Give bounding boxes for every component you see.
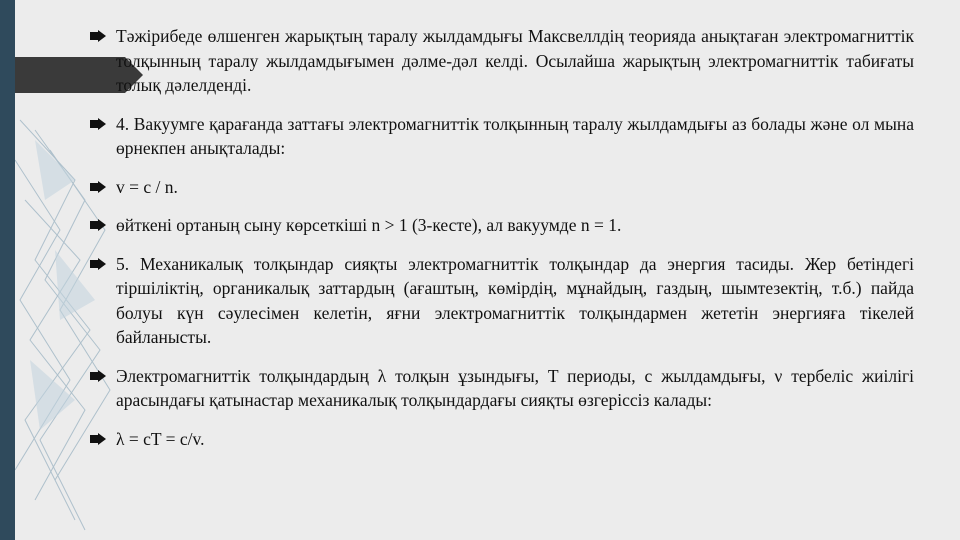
bullet-text: Электромагниттік толқындардың λ толқын ұзындығы, T периоды, с жылдамдығы, ν тербеліс жиілігі арасындағы қатынастар механикалық толқындардағы сияқты өзгеріссіз калады:	[116, 365, 914, 410]
arrow-bullet-icon	[90, 258, 106, 270]
arrow-bullet-icon	[90, 118, 106, 130]
bullet-text: v = c / n.	[116, 176, 178, 197]
bullet-text: өйткені ортаның сыну көрсеткіші n > 1 (3-кесте), ал вакуумде n = 1.	[116, 215, 622, 235]
bullet-text: 4. Вакуумге қарағанда заттағы электромагниттік толқынның таралу жылдамдығы аз болады және ол мына өрнекпен анықталады:	[116, 113, 914, 158]
bullet-item	[88, 112, 914, 161]
arrow-bullet-icon	[90, 219, 106, 231]
arrow-bullet-icon	[90, 181, 106, 193]
bullet-item	[88, 427, 914, 452]
arrow-bullet-icon	[90, 370, 106, 382]
left-accent-bar	[0, 0, 15, 540]
bullet-text: λ = cT = c/v.	[116, 428, 205, 449]
bullet-item	[88, 252, 914, 350]
bullet-text: Тәжірибеде өлшенген жарықтың таралу жылдамдығы Максвеллдің теорияда анықтаған электромагниттік толқынның таралу жылдамдығымен дәлме-дәл келді. Осылайша жарықтың электромагниттік табиғаты толық дәлелденді.	[116, 26, 914, 95]
bullet-item	[88, 175, 914, 200]
arrow-bullet-icon	[90, 30, 106, 42]
arrow-bullet-icon	[90, 433, 106, 445]
bullet-item	[88, 213, 914, 238]
bullet-item	[88, 364, 914, 413]
bullet-text: 5. Механикалық толқындар сияқты электромагниттік толқындар да энергия тасиды. Жер бетіндегі тіршіліктің, органикалық заттардың (ағаштың, көмірдің, мұнайдың, газдың, шымтезектің, т.б.) пайда болуы күн сәулесімен келетін, яғни электромагниттік толқындармен жететін энергияға тікелей байланысты.	[116, 253, 914, 347]
slide-content	[88, 24, 914, 465]
bullet-item	[88, 24, 914, 98]
